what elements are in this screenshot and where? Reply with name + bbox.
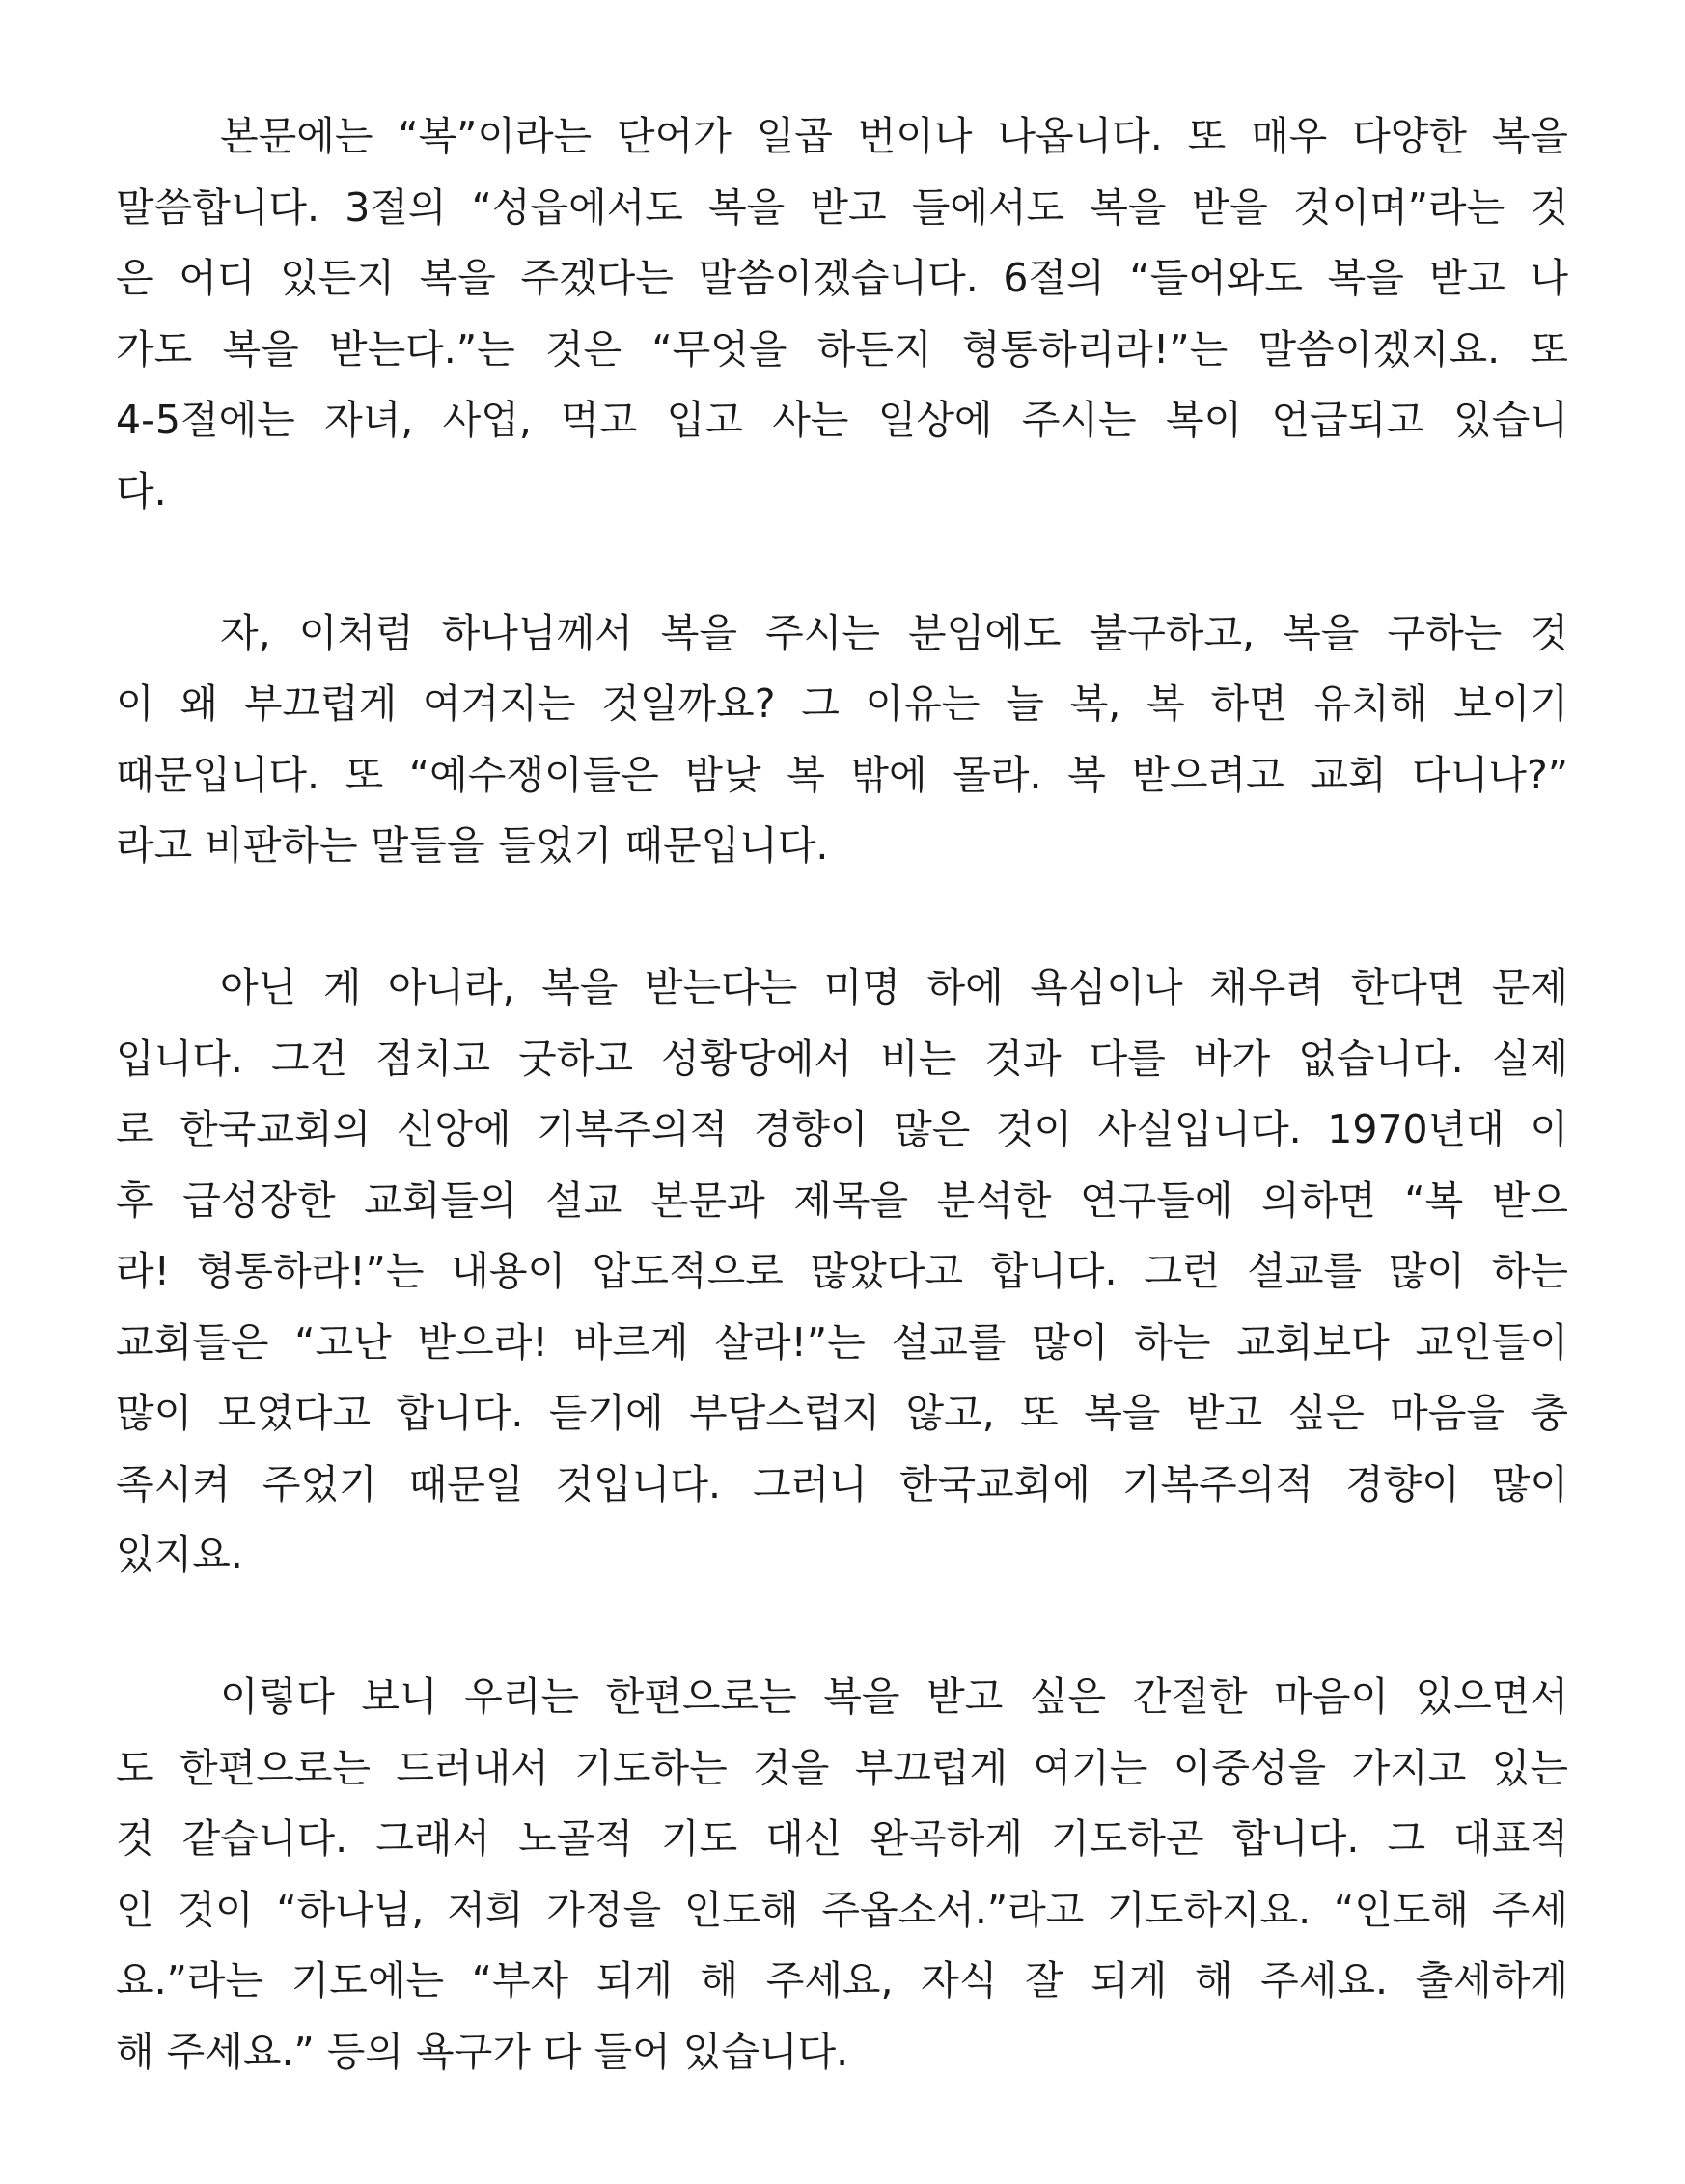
text-line: 있지요. bbox=[116, 1532, 243, 1578]
text-line: 요.”라는 기도에는 “부자 되게 해 주세요, 자식 잘 되게 해 주세요. 출세하게 bbox=[116, 1957, 1568, 2004]
paragraph-spacer bbox=[116, 1591, 1568, 1663]
paragraph-spacer bbox=[116, 527, 1568, 598]
paragraph-2 bbox=[116, 598, 1568, 882]
text-line: 입니다. 그건 점치고 굿하고 성황당에서 비는 것과 다를 바가 없습니다. 실제 bbox=[116, 1035, 1568, 1082]
text-line: 이 왜 부끄럽게 여겨지는 것일까요? 그 이유는 늘 복, 복 하면 유치해 보이기 bbox=[116, 680, 1568, 727]
text-line: 아닌 게 아니라, 복을 받는다는 미명 하에 욕심이나 채우려 한다면 문제 bbox=[220, 964, 1568, 1010]
paragraph-1 bbox=[116, 101, 1568, 527]
text-line: 인 것이 “하나님, 저희 가정을 인도해 주옵소서.”라고 기도하지요. “인도해 주세 bbox=[116, 1886, 1568, 1933]
text-line: 4-5절에는 자녀, 사업, 먹고 입고 사는 일상에 주시는 복이 언급되고 있습니 bbox=[116, 397, 1568, 443]
text-line: 로 한국교회의 신앙에 기복주의적 경향이 많은 것이 사실입니다. 1970년대 이 bbox=[116, 1106, 1568, 1152]
text-line: 말씀합니다. 3절의 “성읍에서도 복을 받고 들에서도 복을 받을 것이며”라는 것 bbox=[116, 183, 1568, 231]
text-line: 본문에는 “복”이라는 단어가 일곱 번이나 나옵니다. 또 매우 다양한 복을 bbox=[220, 113, 1568, 159]
document-body bbox=[116, 101, 1568, 2087]
text-line: 라! 형통하라!”는 내용이 압도적으로 많았다고 합니다. 그런 설교를 많이 하는 bbox=[116, 1248, 1568, 1294]
text-line: 교회들은 “고난 받으라! 바르게 살라!”는 설교를 많이 하는 교회보다 교인들이 bbox=[116, 1318, 1568, 1366]
text-line: 자, 이처럼 하나님께서 복을 주시는 분임에도 불구하고, 복을 구하는 것 bbox=[220, 609, 1568, 656]
paragraph-3 bbox=[116, 953, 1568, 1591]
text-line: 족시켜 주었기 때문일 것입니다. 그러니 한국교회에 기복주의적 경향이 많이 bbox=[116, 1460, 1568, 1507]
text-line: 다. bbox=[116, 467, 167, 514]
paragraph-4 bbox=[116, 1662, 1568, 2087]
text-line: 도 한편으로는 드러내서 기도하는 것을 부끄럽게 여기는 이중성을 가지고 있는 bbox=[116, 1744, 1568, 1791]
text-line: 라고 비판하는 말들을 들었기 때문입니다. bbox=[116, 822, 829, 869]
text-line: 이렇다 보니 우리는 한편으로는 복을 받고 싶은 간절한 마음이 있으면서 bbox=[220, 1673, 1568, 1720]
text-line: 가도 복을 받는다.”는 것은 “무엇을 하든지 형통하리라!”는 말씀이겠지요. 또 bbox=[116, 325, 1568, 373]
text-line: 것 같습니다. 그래서 노골적 기도 대신 완곡하게 기도하곤 합니다. 그 대표적 bbox=[116, 1815, 1568, 1862]
text-line: 해 주세요.” 등의 욕구가 다 들어 있습니다. bbox=[116, 2028, 849, 2075]
paragraph-spacer bbox=[116, 882, 1568, 954]
text-line: 많이 모였다고 합니다. 듣기에 부담스럽지 않고, 또 복을 받고 싶은 마음을 충 bbox=[116, 1390, 1568, 1436]
text-line: 후 급성장한 교회들의 설교 본문과 제목을 분석한 연구들에 의하면 “복 받으 bbox=[116, 1176, 1568, 1224]
text-line: 은 어디 있든지 복을 주겠다는 말씀이겠습니다. 6절의 “들어와도 복을 받고 나 bbox=[116, 255, 1568, 301]
text-line: 때문입니다. 또 “예수쟁이들은 밤낮 복 밖에 몰라. 복 받으려고 교회 다니나?” bbox=[116, 751, 1568, 798]
